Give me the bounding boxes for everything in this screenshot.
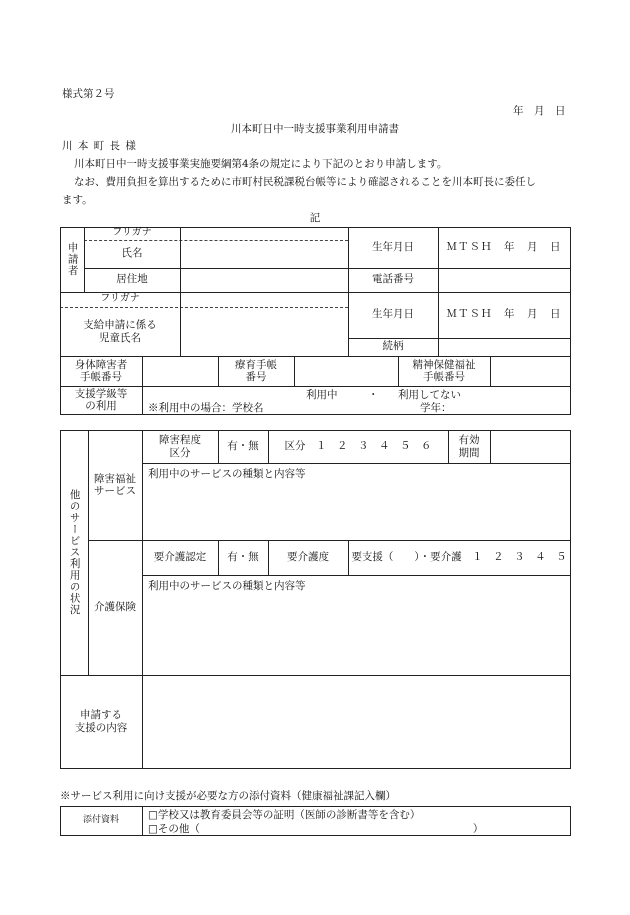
school-grade-label: 学年： (420, 402, 452, 414)
child-birth-value[interactable]: ＭＴＳＨ 年 月 日 (446, 308, 562, 321)
form-number: 様式第２号 (62, 88, 115, 100)
other-services-section-label: 他のサービス利用の状況 (68, 489, 81, 616)
attachments-note: ※サービス利用に向け支援が必要な方の添付資料（健康福祉課記入欄） (60, 790, 396, 802)
care-cert-label: 要介護認定 (153, 550, 207, 563)
physical-handbook-input[interactable] (143, 357, 217, 385)
mental-handbook-label: 精神保健福祉 手帳番号 (412, 358, 476, 383)
applicant-name-input[interactable] (181, 241, 347, 267)
school-in-use-option[interactable]: 利用中 (306, 389, 338, 401)
care-level-label: 要介護度 (287, 550, 329, 563)
disability-service-content-label: 利用中のサービスの種類と内容等 (148, 468, 306, 480)
child-furigana-label: フリガナ (100, 293, 140, 305)
attachment-school-certificate-checkbox[interactable]: □学校又は教育委員会等の証明（医師の診断書等を含む） (148, 809, 421, 821)
applicant-furigana-input[interactable] (180, 228, 348, 240)
applicant-section-label: 申請者 (66, 242, 79, 277)
date-line: 年 月 日 (513, 105, 566, 117)
disability-class-scale[interactable]: 区分 １ ２ ３ ４ ５ ６ (284, 439, 432, 452)
ki-mark: 記 (309, 212, 321, 224)
mental-handbook-input[interactable] (491, 357, 569, 385)
rehab-handbook-input[interactable] (295, 357, 397, 385)
support-content-label: 申請する 支援の内容 (74, 709, 128, 734)
child-relation-input[interactable] (439, 339, 569, 355)
applicant-phone-input[interactable] (439, 269, 569, 291)
child-name-input[interactable] (181, 308, 347, 355)
applicant-birth-value[interactable]: ＭＴＳＨ 年 月 日 (446, 240, 562, 253)
disability-degree-label: 障害程度 区分 (159, 434, 201, 459)
school-not-in-use-option[interactable]: 利用してない (398, 389, 461, 401)
care-yes-no[interactable]: 有・無 (227, 550, 259, 563)
school-label: 支援学級等 の利用 (74, 387, 128, 412)
attachments-label: 添付資料 (82, 814, 119, 825)
school-option-separator: ・ (368, 389, 379, 401)
child-furigana-input[interactable] (181, 293, 347, 307)
validity-period-input[interactable] (491, 431, 569, 462)
care-insurance-label: 介護保険 (94, 600, 136, 613)
disability-services-label: 障害福祉 サービス (94, 472, 136, 497)
school-name-note: ※利用中の場合：学校名 (148, 402, 264, 414)
document-title: 川本町日中一時支援事業利用申請書 (231, 123, 399, 135)
attachment-other-checkbox[interactable]: □その他（ ） (148, 823, 484, 835)
rehab-handbook-label: 療育手帳 番号 (235, 358, 277, 383)
validity-period-label: 有効 期間 (458, 434, 480, 459)
care-service-content-input[interactable] (144, 592, 568, 672)
care-level-scale[interactable]: 要支援（ ）・要介護 １ ２ ３ ４ ５ (351, 550, 567, 563)
body-line-1: 川本町日中一時支援事業実施要綱第4条の規定により下記のとおり申請します。 (74, 158, 448, 170)
disability-yes-no[interactable]: 有・無 (227, 439, 259, 452)
applicant-birth-label: 生年月日 (372, 240, 414, 253)
care-service-content-label: 利用中のサービスの種類と内容等 (148, 580, 306, 592)
applicant-address-label: 居住地 (116, 273, 148, 286)
addressee: 川 本 町 長 様 (62, 140, 137, 152)
body-line-3: ます。 (62, 194, 93, 206)
applicant-address-input[interactable] (181, 269, 347, 291)
applicant-phone-label: 電話番号 (372, 273, 414, 286)
applicant-name-label: 氏名 (121, 247, 143, 260)
child-birth-label: 生年月日 (372, 308, 414, 321)
applicant-furigana-label: フリガナ (112, 227, 152, 239)
support-content-input[interactable] (144, 677, 568, 766)
child-relation-label: 続柄 (382, 340, 404, 353)
disability-service-content-input[interactable] (144, 480, 568, 538)
physical-handbook-label: 身体障害者 手帳番号 (74, 358, 128, 383)
child-name-label: 支給申請に係る 児童氏名 (83, 319, 157, 344)
body-line-2: なお、費用負担を算出するために市町村民税課税台帳等により確認されることを川本町長に委任し (74, 176, 536, 188)
